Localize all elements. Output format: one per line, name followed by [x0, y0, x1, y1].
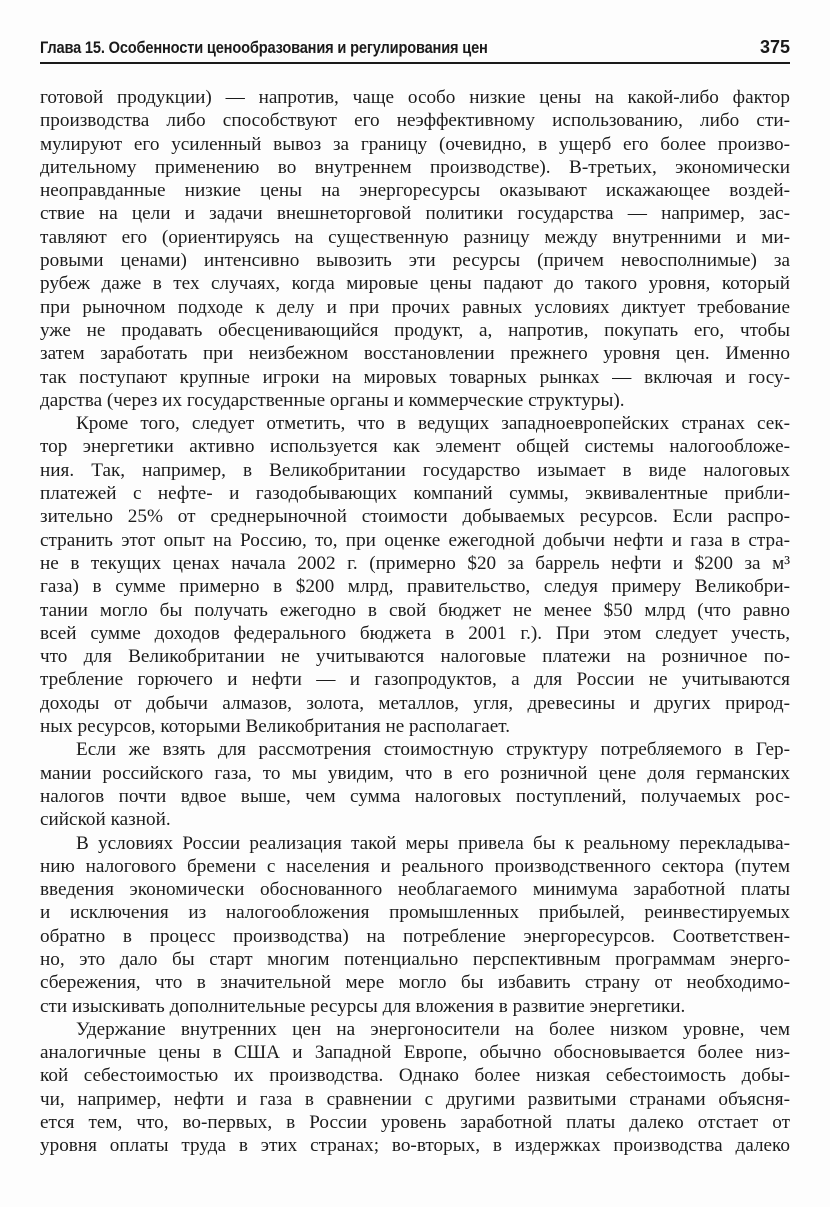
text-line: уже не продавать обесценивающийся продукт, а, напротив, покупать его, чтобы — [40, 319, 790, 341]
text-line: введения экономически обоснованного необлагаемого минимума заработной платы — [40, 879, 790, 901]
text-line: В условиях России реализация такой меры привела бы к реальному перекладыва- — [76, 832, 790, 854]
body-text — [40, 86, 790, 1158]
text-line: тавляют его (ориентируясь на существенную разницу между внутренними и ми- — [40, 226, 790, 248]
text-line: зительно 25% от среднерыночной стоимости добываемых ресурсов. Если распро- — [40, 506, 790, 528]
text-line: ровыми ценами) интенсивно вывозить эти ресурсы (причем невосполнимые) за — [40, 250, 790, 272]
text-line: Удержание внутренних цен на энергоносители на более низком уровне, чем — [76, 1018, 790, 1040]
text-line: газа) в сумме примерно в $200 млрд, правительство, следуя примеру Великобри- — [40, 576, 790, 598]
text-line: затем заработать при неизбежном восстановлении прежнего уровня цен. Именно — [40, 343, 790, 365]
text-line: сийской казной. — [40, 809, 171, 831]
text-line: производства либо способствуют его неэффективному использованию, либо сти- — [40, 110, 790, 132]
text-line: всей сумме доходов федерального бюджета в 2001 г.). При этом следует учесть, — [40, 622, 790, 644]
text-line: готовой продукции) — напротив, чаще особо низкие цены на какой-либо фактор — [40, 87, 790, 108]
text-line: дительному применению во внутреннем производстве). В-третьих, экономически — [40, 156, 790, 178]
text-line: но, это дало бы старт многим потенциально перспективным программам энерго- — [40, 948, 790, 970]
text-line: кой себестоимостью их производства. Однако более низкая себестоимость добы- — [40, 1065, 790, 1087]
text-line: что для Великобритании не учитываются налоговые платежи на розничное по- — [40, 646, 790, 668]
text-line: аналогичные цены в США и Западной Европе, обычно обосновывается более низ- — [40, 1042, 790, 1064]
text-line: тании могло бы получать ежегодно в свой бюджет не менее $50 млрд (что равно — [40, 599, 790, 621]
text-line: уровня оплаты труда в этих странах; во-вторых, в издержках производства далеко — [40, 1135, 790, 1157]
text-line: ствие на цели и задачи внешнеторговой политики государства — например, зас- — [40, 203, 790, 225]
running-header — [40, 30, 790, 64]
text-line: так поступают крупные игроки на мировых товарных рынках — включая и госу- — [40, 366, 790, 388]
text-line: и исключения из налогообложения промышленных прибылей, реинвестируемых — [40, 902, 790, 924]
text-line: при рыночном подходе к делу и при прочих равных условиях диктует требование — [40, 296, 790, 318]
text-line: ется тем, что, во-первых, в России уровень заработной платы далеко отстает от — [40, 1112, 790, 1134]
text-line: неоправданные низкие цены на энергоресурсы оказывают искажающее воздей- — [40, 180, 790, 202]
chapter-title: Глава 15. Особенности ценообразования и регулирования цен — [40, 38, 488, 57]
text-line: странить этот опыт на Россию, то, при оценке ежегодной добычи нефти и газа в стра- — [40, 529, 790, 551]
text-line: Если же взять для рассмотрения стоимостную структуру потребляемого в Гер- — [76, 739, 790, 761]
text-line: сбережения, что в значительной мере могло бы избавить страну от необходимо- — [40, 972, 790, 994]
paragraph — [40, 86, 790, 412]
text-line: мулируют его усиленный вывоз за границу (очевидно, в ущерб его более произво- — [40, 133, 790, 155]
text-line: не в текущих ценах начала 2002 г. (примерно $20 за баррель нефти и $200 за м³ — [40, 552, 790, 574]
text-line: ных ресурсов, которыми Великобритания не располагает. — [40, 716, 511, 738]
text-line: чи, например, нефти и газа в сравнении с другими развитыми странами объясня- — [40, 1088, 790, 1110]
text-line: тор энергетики активно используется как элемент общей системы налогообложе- — [40, 436, 790, 458]
text-line: Кроме того, следует отметить, что в ведущих западноевропейских странах сек- — [76, 413, 790, 435]
page-number: 375 — [759, 37, 790, 57]
text-line: мании российского газа, то мы увидим, что в его розничной цене доля германских — [40, 762, 790, 784]
text-line: нию налогового бремени с населения и реального производственного сектора (путем — [40, 855, 790, 877]
paragraph — [40, 832, 790, 1018]
paragraph — [40, 1018, 790, 1158]
text-line: налогов почти вдвое выше, чем сумма налоговых поступлений, получаемых рос- — [40, 785, 790, 807]
text-line: требление горючего и нефти — и газопродуктов, а для России не учитываются — [40, 669, 790, 691]
text-line: ния. Так, например, в Великобритании государство изымает в виде налоговых — [40, 459, 790, 481]
text-line: дарства (через их государственные органы и коммерческие структуры). — [40, 389, 625, 411]
text-line: платежей с нефте- и газодобывающих компаний суммы, эквивалентные прибли- — [40, 483, 790, 505]
paragraph — [40, 738, 790, 831]
text-line: рубеж даже в тех случаях, когда мировые цены падают до такого уровня, который — [40, 273, 790, 295]
text-line: сти изыскивать дополнительные ресурсы для вложения в развитие энергетики. — [40, 995, 686, 1017]
text-line: доходы от добычи алмазов, золота, металлов, угля, древесины и других природ- — [40, 692, 790, 714]
paragraph — [40, 412, 790, 738]
text-line: обратно в процесс производства) на потребление энергоресурсов. Соответствен- — [40, 925, 790, 947]
